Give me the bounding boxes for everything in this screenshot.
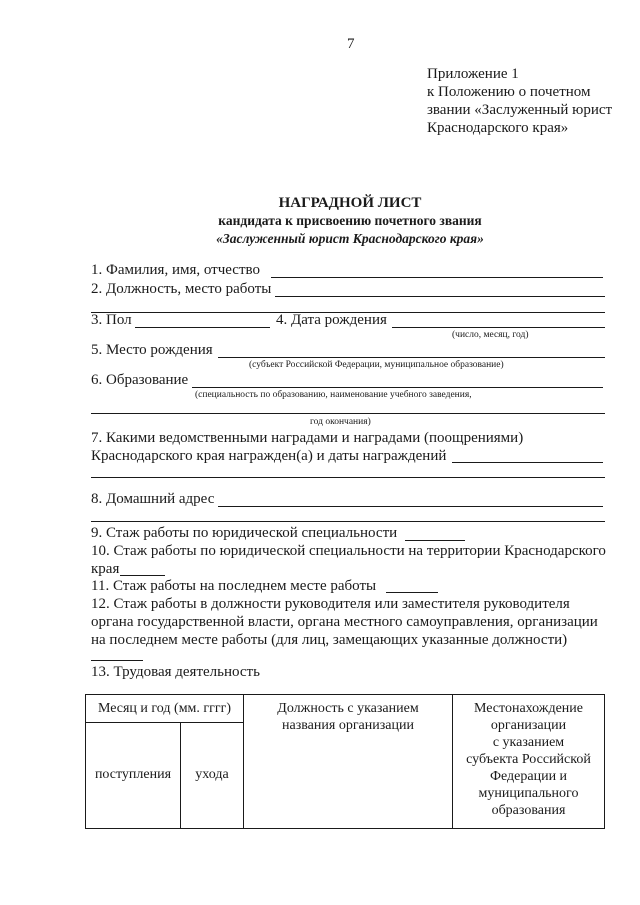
field-2-label: 2. Должность, место работы <box>91 281 272 297</box>
appendix-line-1: Приложение 1 <box>427 66 519 82</box>
field-7-label-1: 7. Какими ведомственными наградами и наградами (поощрениями) <box>91 430 524 446</box>
title-line-2: кандидата к присвоению почетного звания <box>218 213 482 228</box>
table-header-location-3: с указанием <box>492 735 565 750</box>
table-header-position-1: Должность с указанием <box>277 701 419 716</box>
field-13-label: 13. Трудовая деятельность <box>91 664 260 680</box>
appendix-line-3: звании «Заслуженный юрист <box>427 102 613 118</box>
appendix-line-2: к Положению о почетном <box>427 84 591 100</box>
title-line-3: «Заслуженный юрист Краснодарского края» <box>216 231 484 246</box>
table-header-month-year: Месяц и год (мм. гггг) <box>97 701 232 716</box>
table-header-location-7: образования <box>491 803 566 818</box>
table-right-border <box>604 694 605 829</box>
appendix-line-4: Краснодарского края» <box>427 120 569 136</box>
page-number: 7 <box>347 36 355 52</box>
title-line-1: НАГРАДНОЙ ЛИСТ <box>278 195 422 211</box>
table-header-location-1: Местонахождение <box>473 701 583 716</box>
field-5-label: 5. Место рождения <box>91 342 213 358</box>
field-12-label-2: органа государственной власти, органа местного самоуправления, организации <box>91 614 598 630</box>
field-10-label-1: 10. Стаж работы по юридической специальности на территории Краснодарского <box>91 543 606 559</box>
table-header-location-2: организации <box>490 718 567 733</box>
field-7-label-2: Краснодарского края награжден(а) и даты награждений <box>91 448 447 464</box>
field-4-hint: (число, месяц, год) <box>452 330 529 340</box>
table-header-location-6: муниципального <box>478 786 579 801</box>
field-3-label: 3. Пол <box>91 312 132 328</box>
table-bottom-border <box>85 828 605 829</box>
field-2-line <box>275 296 605 297</box>
field-11-label: 11. Стаж работы на последнем месте работы <box>91 578 377 594</box>
field-7-line <box>452 462 603 463</box>
field-8-label: 8. Домашний адрес <box>91 491 215 507</box>
field-8-line <box>218 506 603 507</box>
field-1-line <box>271 277 603 278</box>
field-12-line <box>91 660 143 661</box>
field-5-line <box>218 357 605 358</box>
field-11-line <box>386 592 438 593</box>
field-8-line-2 <box>91 521 605 522</box>
field-6-line-2 <box>91 413 605 414</box>
table-header-location-5: Федерации и <box>489 769 568 784</box>
field-6-hint-1: (специальность по образованию, наименование учебного заведения, <box>195 390 472 400</box>
field-6-hint-2: год окончания) <box>310 417 371 427</box>
table-subheader-divider <box>85 722 243 723</box>
table-top-border <box>85 694 605 695</box>
field-7-line-2 <box>91 477 605 478</box>
table-header-end: ухода <box>195 767 229 782</box>
field-6-line <box>192 387 603 388</box>
field-10-label-2: края <box>91 561 120 577</box>
table-header-position-2: названия организации <box>282 718 414 733</box>
field-5-hint: (субъект Российской Федерации, муниципальное образование) <box>249 360 504 370</box>
field-6-label: 6. Образование <box>91 372 189 388</box>
field-4-label: 4. Дата рождения <box>276 312 387 328</box>
field-1-label: 1. Фамилия, имя, отчество <box>91 262 260 278</box>
table-header-location-4: субъекта Российской <box>466 752 591 767</box>
field-9-label: 9. Стаж работы по юридической специальности <box>91 525 398 541</box>
table-header-start: поступления <box>94 767 172 782</box>
field-12-label-3: на последнем месте работы (для лиц, замещающих указанные должности) <box>91 632 568 648</box>
field-12-label-1: 12. Стаж работы в должности руководителя или заместителя руководителя <box>91 596 570 612</box>
field-9-line <box>405 540 465 541</box>
field-10-line <box>120 575 165 576</box>
field-4-line <box>392 327 605 328</box>
field-3-line <box>135 327 270 328</box>
